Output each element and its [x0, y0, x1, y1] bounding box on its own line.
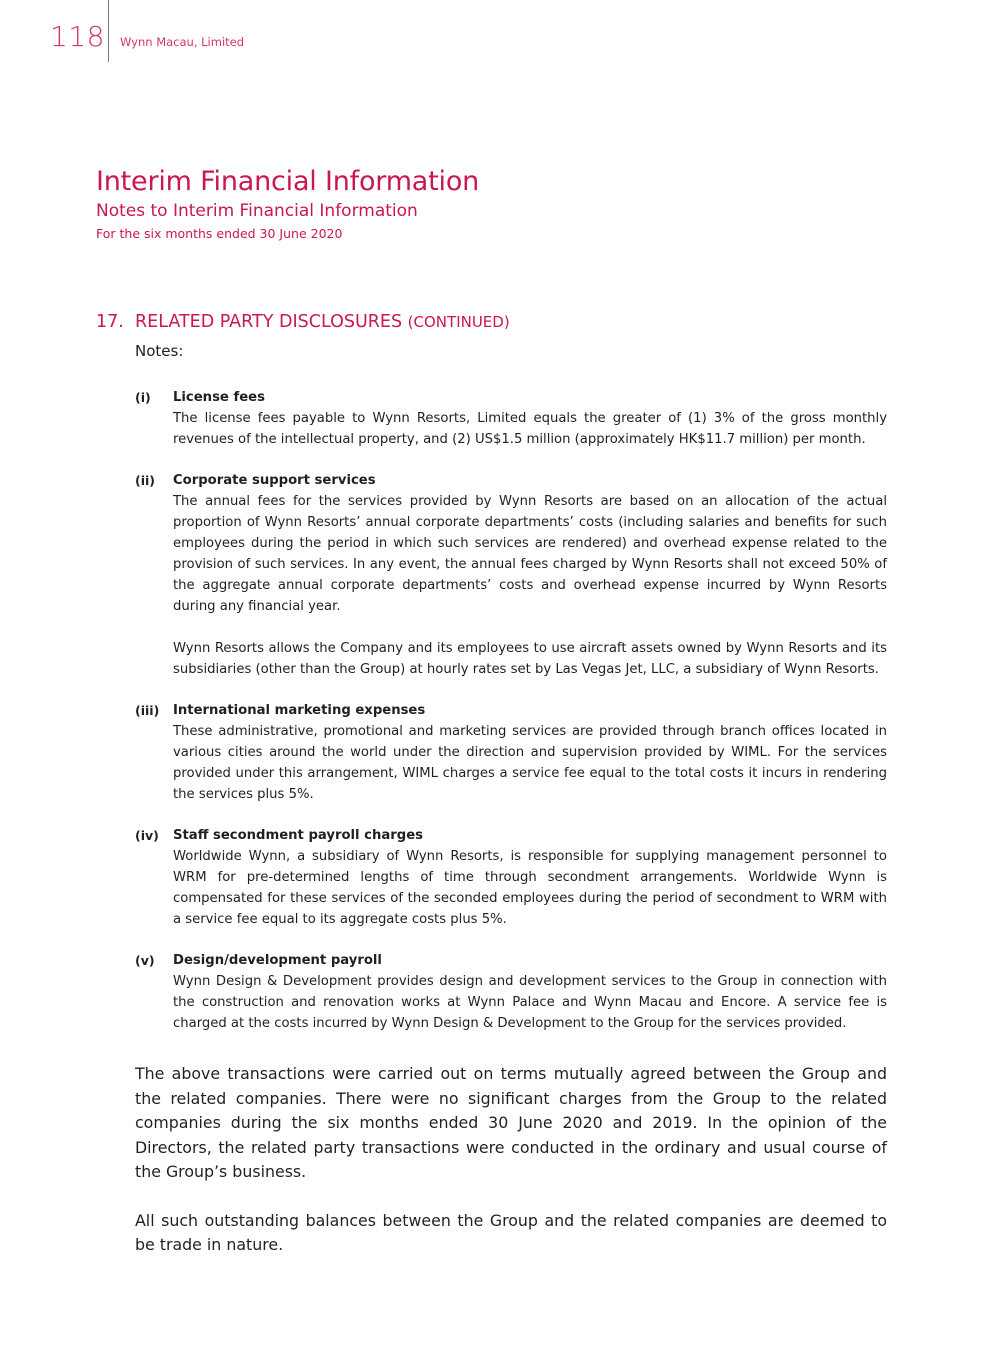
note-paragraph: Wynn Design & Development provides design and development services to the Group in connection with the construction and renovation works at Wynn Palace and Wynn Macau and Encore. A service fee is charged at the costs incurred by Wynn Design & Development to the Group for the services provided.: [173, 974, 887, 1031]
section-number: 17.: [96, 312, 124, 332]
note-heading: License fees: [173, 390, 265, 405]
title-block: [96, 166, 479, 242]
note-item: [135, 950, 887, 1034]
note-item: [135, 825, 887, 930]
section-heading: [96, 310, 510, 334]
note-heading: International marketing expenses: [173, 703, 426, 718]
page-number: 118: [50, 20, 105, 53]
note-marker: (i): [135, 390, 151, 405]
note-item: [135, 387, 887, 450]
note-item: [135, 470, 887, 680]
section-continued: (CONTINUED): [407, 313, 510, 331]
note-heading: Design/development payroll: [173, 953, 382, 968]
section-title: RELATED PARTY DISCLOSURES: [134, 312, 403, 332]
closing-paragraph: All such outstanding balances between the Group and the related companies are deemed to be trade in nature.: [135, 1210, 887, 1254]
page-title: Interim Financial Information: [96, 166, 480, 197]
company-name: Wynn Macau, Limited: [120, 35, 245, 49]
notes-label: Notes:: [135, 342, 184, 360]
note-marker: (iv): [135, 828, 159, 843]
reporting-period: For the six months ended 30 June 2020: [96, 226, 343, 241]
closing-paragraph: The above transactions were carried out on terms mutually agreed between the Group and the related companies. There were no significant charges from the Group to the related companies during the six months ended 30 June 2020 and 2019. In the opinion of the Directors, the related party transactions were conducted in the ordinary and usual course of the Group’s business.: [135, 1064, 887, 1181]
note-heading: Corporate support services: [173, 473, 376, 488]
note-marker: (iii): [135, 703, 160, 718]
note-paragraph: The license fees payable to Wynn Resorts, Limited equals the greater of (1) 3% of the gross monthly revenues of the intellectual property, and (2) US$1.5 million (approximately HK$11.7 million) per month.: [173, 411, 887, 447]
note-item: [135, 700, 887, 805]
note-marker: (ii): [135, 473, 155, 488]
note-heading: Staff secondment payroll charges: [173, 828, 424, 843]
page-subtitle: Notes to Interim Financial Information: [96, 201, 418, 221]
note-paragraph: Wynn Resorts allows the Company and its employees to use aircraft assets owned by Wynn Resorts and its subsidiaries (other than the Group) at hourly rates set by Las Vegas Jet, LLC, a subsidiary of Wynn Resorts.: [173, 641, 887, 677]
header-divider: [108, 0, 109, 62]
notes-list: [135, 387, 887, 1054]
note-marker: (v): [135, 953, 155, 968]
note-paragraph: These administrative, promotional and marketing services are provided through branch offices located in various cities around the world under the direction and supervision provided by WIML. For the services provided under this arrangement, WIML charges a service fee equal to the total costs it incurs in rendering the services plus 5%.: [173, 724, 887, 802]
note-paragraph: The annual fees for the services provided by Wynn Resorts are based on an allocation of the actual proportion of Wynn Resorts’ annual corporate departments’ costs (including salaries and benefits for such employees during the period in which such services are rendered) and overhead expense related to the provision of such services. In any event, the annual fees charged by Wynn Resorts shall not exceed 50% of the aggregate annual corporate departments’ costs and overhead expense incurred by Wynn Resorts during any financial year.: [173, 494, 887, 614]
note-paragraph: Worldwide Wynn, a subsidiary of Wynn Resorts, is responsible for supplying management personnel to WRM for pre-determined lengths of time through secondment arrangements. Worldwide Wynn is compensated for these services of the seconded employees during the period of secondment to WRM with a service fee equal to its aggregate costs plus 5%.: [173, 849, 887, 927]
closing-text: [135, 1062, 887, 1258]
